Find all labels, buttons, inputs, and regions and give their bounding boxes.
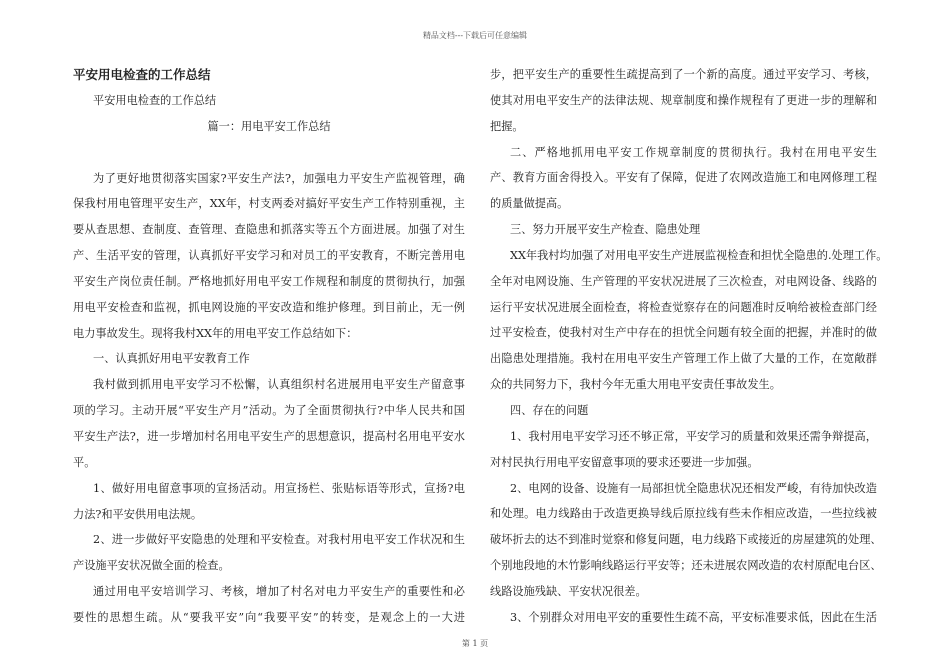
text-line: 过平安检查，使我村对生产中存在的担忧全问题有较全面的把握，并准时的做	[490, 326, 877, 340]
text-line: 的质量做提高。	[490, 197, 569, 211]
text-line: 通过用电平安培训学习、考核，增加了村名对电力平安生产的重要性和必	[93, 585, 465, 599]
text-line: 平。	[73, 455, 96, 469]
right-column	[490, 62, 888, 631]
section-heading: 四、存在的问题	[510, 403, 589, 417]
text-line: 用电平安检查和监视，抓电网设施的平安改造和维护修理。到目前止，无一例	[73, 300, 465, 314]
text-line: 出隐患处理措施。我村在用电平安生产管理工作上做了大量的工作，在宽敞群	[490, 352, 877, 366]
text-line: 产、教育方面舍得投入。平安有了保障，促进了农网改造施工和电网修理工程	[490, 171, 877, 185]
blank-line	[73, 140, 465, 166]
chapter-heading: 篇一：用电平安工作总结	[207, 119, 331, 133]
text-line: 要性的思想生疏。从“要我平安”向“我要平安”的转变，是观念上的一大进	[73, 610, 465, 624]
text-line: 二、严格地抓用电平安工作规章制度的贯彻执行。我村在用电平安生	[510, 145, 877, 159]
text-line: 把握。	[490, 119, 524, 133]
text-line: 步，把平安生产的重要性生疏提高到了一个新的高度。通过平安学习、考核，	[490, 68, 877, 81]
text-line: 平安生产岗位责任制。严格地抓好用电平安工作规程和制度的贯彻执行，加强	[73, 274, 465, 288]
text-line: 1、做好用电留意事项的宣扬活动。用宣扬栏、张贴标语等形式，宣扬?电	[93, 481, 465, 495]
text-line: 保我村用电管理平安生产，XX年，村支两委对搞好平安生产工作特别重视，主	[73, 197, 465, 211]
text-line: 为了更好地贯彻落实国家?平安生产法?，加强电力平安生产监视管理，确	[93, 171, 465, 185]
text-line: 力法?和平安供用电法规。	[73, 507, 203, 521]
document-title: 平安用电检查的工作总结	[73, 67, 211, 82]
text-line: 线路设施残缺、平安状况很差。	[490, 584, 647, 598]
text-line: 运行平安状况进展全面检查，将检查觉察存在的问题准时反响给被检查部门经	[490, 300, 877, 314]
left-column	[73, 62, 465, 631]
text-line: XX年我村均加强了对用电平安生产进展监视检查和担忧全隐患的.处理工作。	[510, 248, 888, 262]
page-header-note: 精品文档---下载后可任意编辑	[422, 31, 528, 40]
section-heading: 一、认真抓好用电平安教育工作	[93, 352, 250, 366]
text-line: 要从查思想、查制度、查管理、查隐患和抓落实等五个方面进展。加强了对生	[73, 223, 465, 237]
document-subtitle: 平安用电检查的工作总结	[93, 94, 217, 107]
text-line: 项的学习。主动开展“平安生产月”活动。为了全面贯彻执行?中华人民共和国	[73, 404, 465, 418]
section-heading: 三、努力开展平安生产检查、隐患处理	[510, 223, 701, 237]
text-line: 个别地段地的木竹影响线路运行平安等；还未进展农网改造的农村原配电台区、	[490, 559, 882, 573]
text-line: 产设施平安状况做全面的检查。	[73, 559, 230, 573]
text-line: 电力事故发生。现将我村XX年的用电平安工作总结如下：	[73, 326, 358, 340]
text-line: 众的共同努力下，我村今年无重大用电平安责任事故发生。	[490, 378, 781, 392]
page-number: 第 1 页	[461, 639, 489, 648]
text-line: 平安生产法?，进一步增加村名用电平安生产的思想意识，提高村名用电平安水	[73, 429, 465, 443]
text-line: 1、我村用电平安学习还不够正常，平安学习的质量和效果还需争辩提高，	[510, 429, 877, 443]
text-line: 和处理。电力线路由于改造更换导线后原拉线有些未作相应改造，一些拉线被	[490, 507, 877, 521]
text-line: 对村民执行用电平安留意事项的要求还要进一步加强。	[490, 455, 759, 469]
text-line: 产、生活平安的管理，认真抓好平安学习和对员工的平安教育，不断完善用电	[73, 249, 465, 263]
text-line: 破坏折去的达不到准时觉察和修复问题，电力线路下或接近的房屋建筑的处理、	[490, 533, 882, 547]
text-line: 3、个别群众对用电平安的重要性生疏不高，平安标准要求低，因此在生活	[510, 610, 877, 624]
text-line: 使其对用电平安生产的法律法规、规章制度和操作规程有了更进一步的理解和	[490, 93, 877, 107]
text-line: 2、进一步做好平安隐患的处理和平安检查。对我村用电平安工作状况和生	[93, 533, 465, 547]
text-line: 我村做到抓用电平安学习不松懈，认真组织村名进展用电平安生产留意事	[93, 378, 465, 392]
text-line: 2、电网的设备、设施有一局部担忧全隐患状况还相发严峻，有待加快改造	[510, 481, 877, 495]
text-line: 全年对电网设施、生产管理的平安状况进展了三次检查，对电网设备、线路的	[490, 274, 877, 288]
